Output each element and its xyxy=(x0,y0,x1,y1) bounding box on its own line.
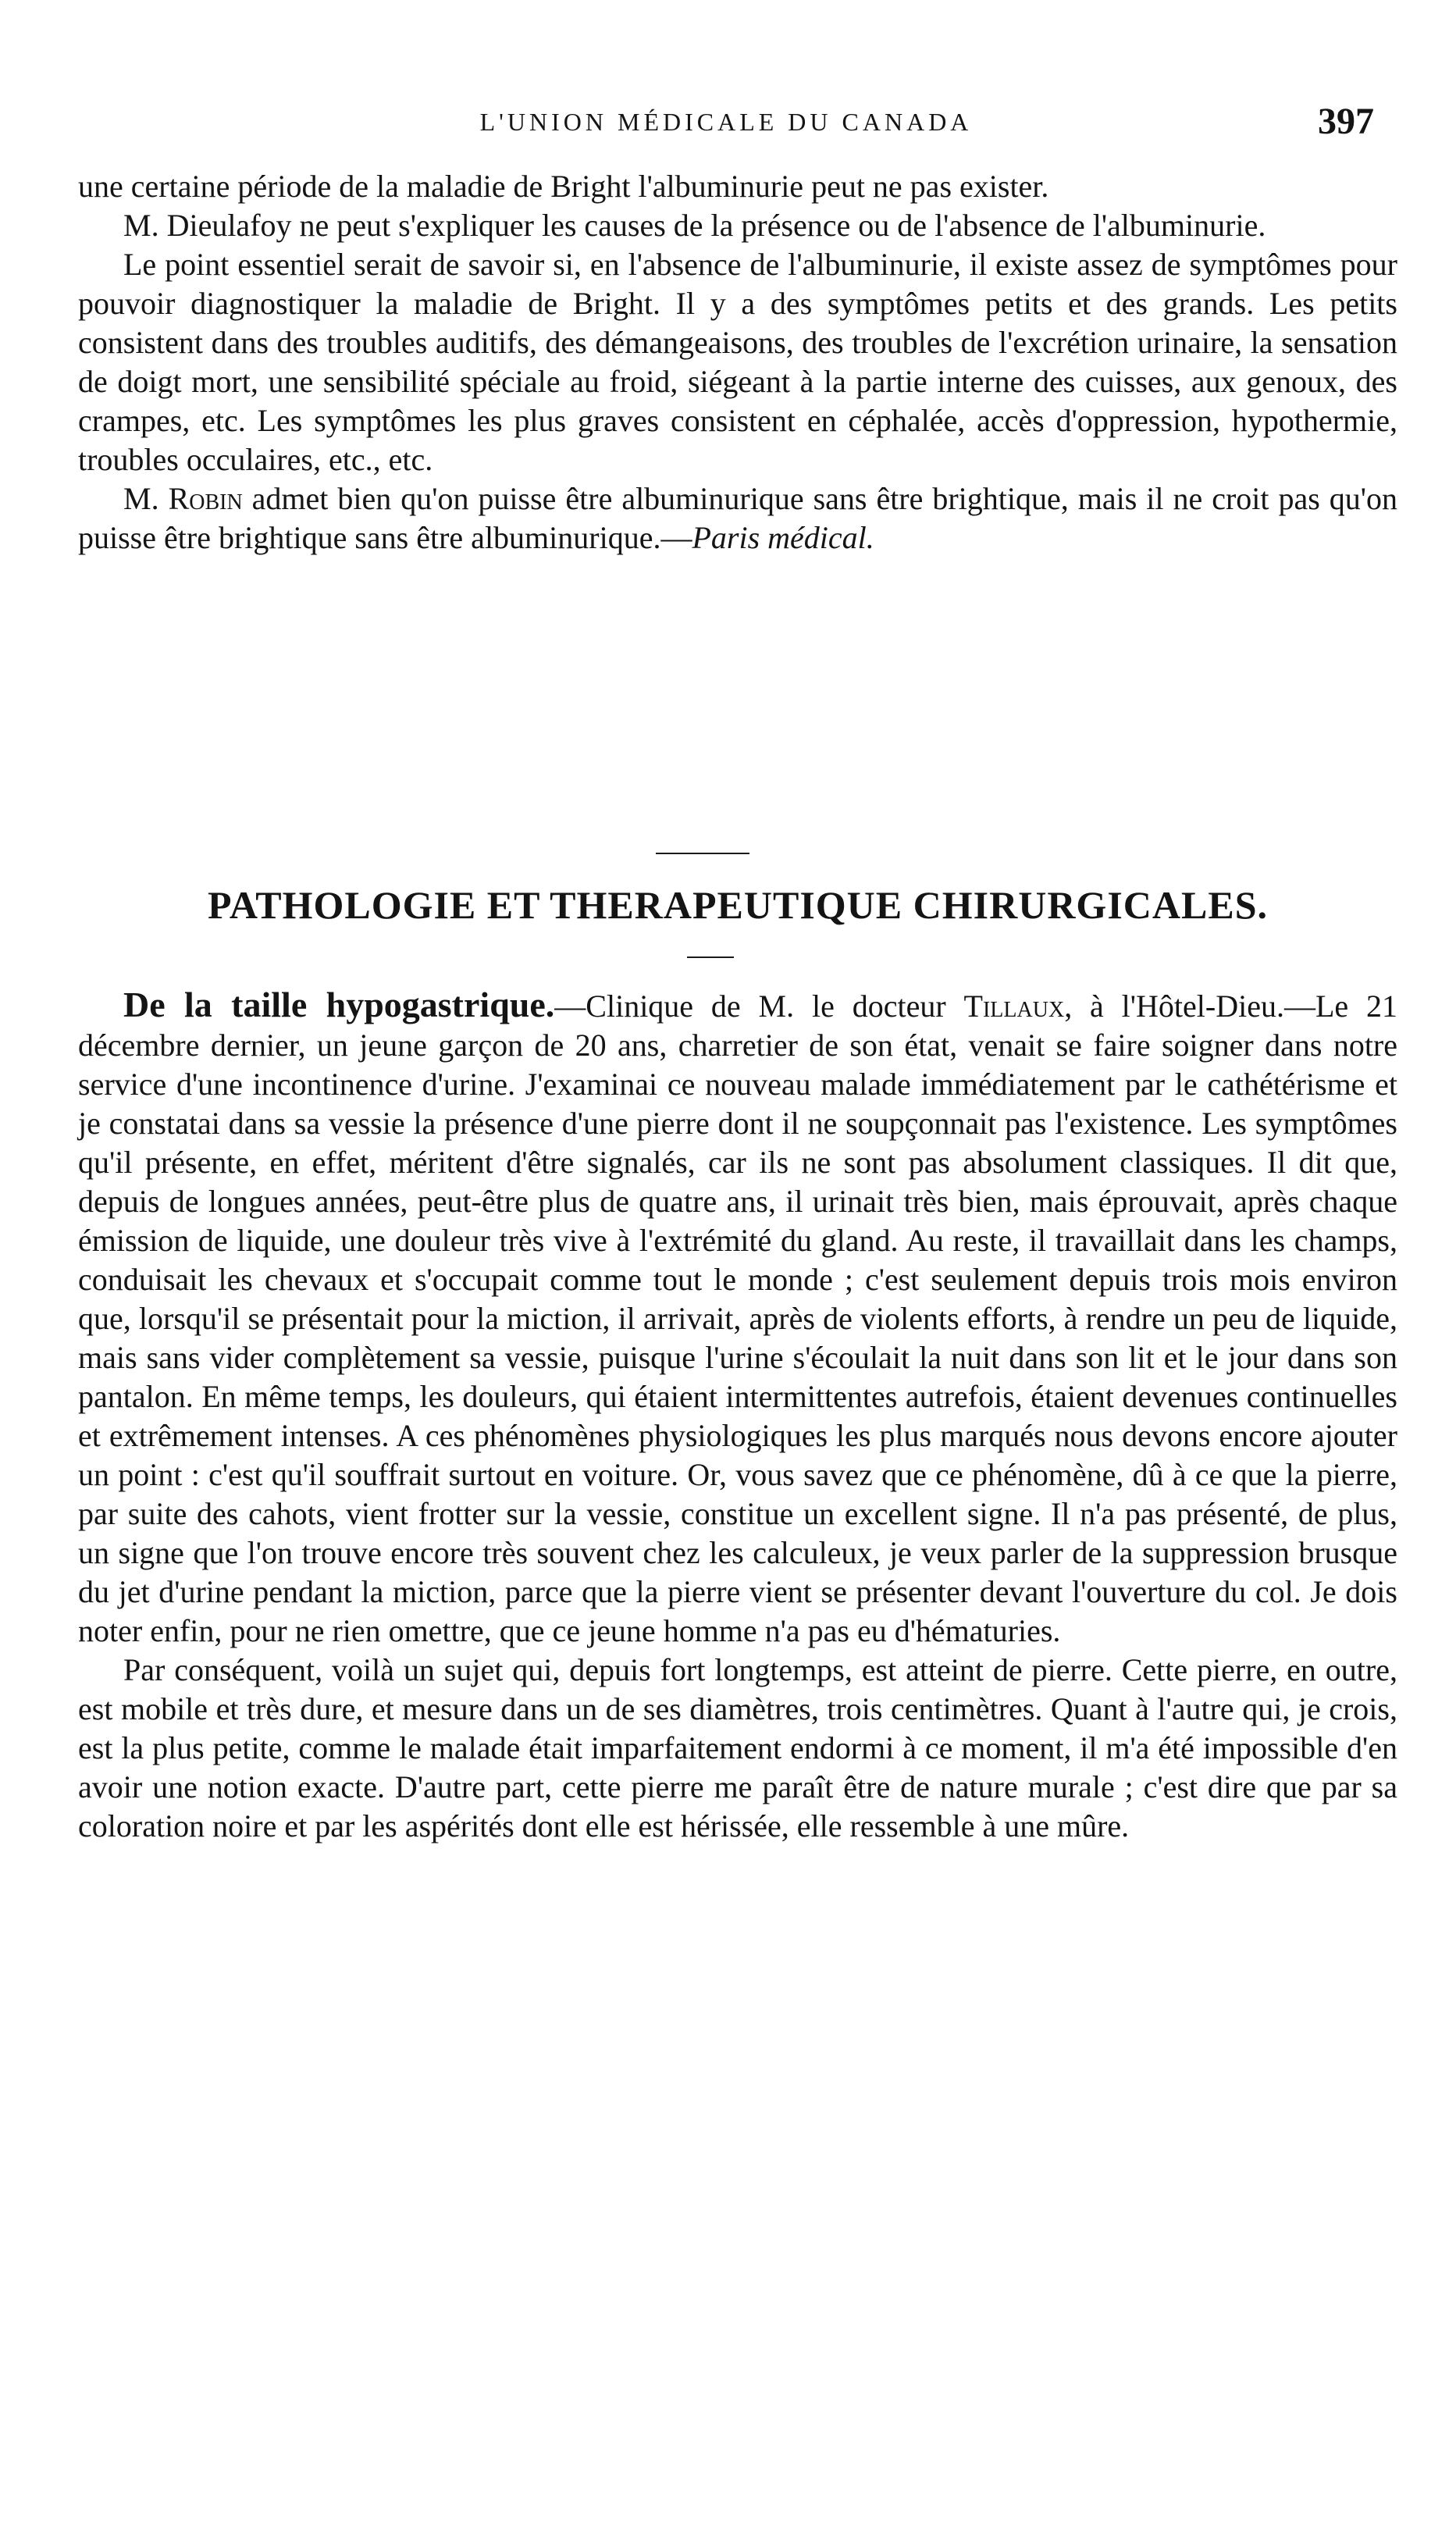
article-paragraph-1-text: , à l'Hôtel-Dieu.—Le 21 décembre dernier, un jeune garçon de 20 ans, charretier de son état, venait se faire soigner dans notre service d'une incontinence d'urine. J'examinai ce nouveau malade immédiatement par le cathétérisme et je constatai dans sa vessie la présence d'une pierre dont il ne soupçonnait pas l'existence. Les symptômes qu'il présente, en effet, méritent d'être signalés, car ils ne sont pas absolument classiques. Il dit que, depuis de longues années, peut-être plus de quatre ans, il urinait très bien, mais éprouvait, après chaque émission de liquide, une douleur très vive à l'extrémité du gland. Au reste, il travaillait dans les champs, conduisait les chevaux et s'occupait comme tout le monde ; c'est seulement depuis trois mois environ que, lorsqu'il se présentait pour la miction, il arrivait, après de violents efforts, à rendre un peu de liquide, mais sans vider complètement sa vessie, puisque l'urine s'écoulait la nuit dans son lit et le jour dans son pantalon. En même temps, les douleurs, qui étaient intermittentes autrefois, étaient devenues continuelles et extrêmement intenses. A ces phénomènes physiologiques les plus marqués nous devons encore ajouter un point : c'est qu'il souffrait surtout en voiture. Or, vous savez que ce phénomène, dû à ce que la pierre, par suite des cahots, vient frotter sur la vessie, constitue un excellent signe. Il n'a pas présenté, de plus, un signe que l'on trouve encore très souvent chez les calculeux, je veux parler de la suppression brusque du jet d'urine pendant la miction, parce que la pierre vient se présenter devant l'ouverture du col. Je dois noter enfin, pour ne rien omettre, que ce jeune homme n'a pas eu d'hématuries. xyxy=(78,989,1398,1648)
source-citation: Paris médical. xyxy=(692,520,874,555)
page-number: 397 xyxy=(1318,101,1374,142)
article-text-block xyxy=(78,985,1397,1846)
intro-text-block xyxy=(78,167,1397,557)
section-divider-bottom xyxy=(687,956,734,958)
article-paragraph-1 xyxy=(78,985,1397,1651)
speaker-name: Robin xyxy=(168,481,243,516)
running-title: L'UNION MÉDICALE DU CANADA xyxy=(479,108,973,136)
intro-paragraph-4-text: admet bien qu'on puisse être albuminurique sans être brightique, mais il ne croit pas qu'on puisse être brightique sans être albuminurique.— xyxy=(78,481,1397,555)
article-title: De la taille hypogastrique. xyxy=(123,985,555,1024)
intro-paragraph-2: M. Dieulafoy ne peut s'expliquer les causes de la présence ou de l'absence de l'albuminurie. xyxy=(123,208,1266,243)
section-heading: PATHOLOGIE ET THERAPEUTIQUE CHIRURGICALES. xyxy=(207,883,1268,927)
article-lead: —Clinique de M. le docteur xyxy=(554,989,946,1024)
page-header xyxy=(78,100,1374,147)
article-paragraph-2: Par conséquent, voilà un sujet qui, depuis fort longtemps, est atteint de pierre. Cette pierre, en outre, est mobile et très dure, et mesure dans un de ses diamètres, trois centimètres. Quant à l'autre qui, je crois, est la plus petite, comme le malade était imparfaitement endormi à ce moment, il m'a été impossible d'en avoir une notion exacte. D'autre part, cette pierre me paraît être de nature murale ; c'est dire que par sa coloration noire et par les aspérités dont elle est hérissée, elle ressemble à une mûre. xyxy=(78,1652,1397,1843)
intro-paragraph-3: Le point essentiel serait de savoir si, en l'absence de l'albuminurie, il existe assez de symptômes pour pouvoir diagnostiquer la maladie de Bright. Il y a des symptômes petits et des grands. Les petits consistent dans des troubles auditifs, des démangeaisons, des troubles de l'excrétion urinaire, la sensation de doigt mort, une sensibilité spéciale au froid, siégeant à la partie interne des cuisses, aux genoux, des crampes, etc. Les symptômes les plus graves consistent en céphalée, accès d'oppression, hypothermie, troubles occulaires, etc., etc. xyxy=(78,247,1397,477)
doctor-name: Tillaux xyxy=(963,989,1065,1024)
speaker-prefix: M. xyxy=(123,481,159,516)
intro-paragraph-4 xyxy=(78,479,1397,557)
section-divider-top xyxy=(656,853,749,854)
intro-paragraph-1: une certaine période de la maladie de Bright l'albuminurie peut ne pas exister. xyxy=(78,169,1049,204)
